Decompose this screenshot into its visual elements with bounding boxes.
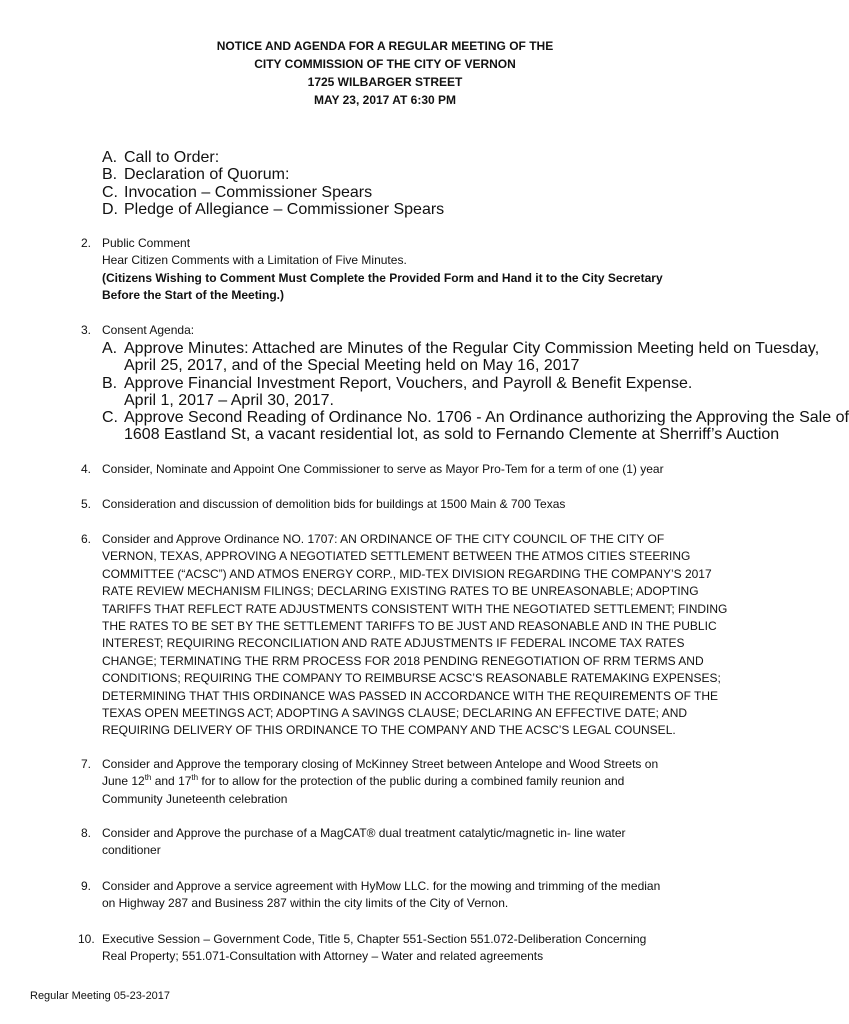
item-6-line: TARIFFS THAT REFLECT RATE ADJUSTMENTS CONSISTENT WITH THE NEGOTIATED SETTLEMENT; FINDING xyxy=(102,601,728,616)
item-6-line: VERNON, TEXAS, APPROVING A NEGOTIATED SETTLEMENT BETWEEN THE ATMOS CITIES STEERING xyxy=(102,549,691,564)
item-6-line: RATE REVIEW MECHANISM FILINGS; DECLARING EXISTING RATES TO BE UNREASONABLE; ADOPTING xyxy=(102,584,699,599)
header-line-4: MAY 23, 2017 AT 6:30 PM xyxy=(313,93,457,107)
agenda-header xyxy=(0,37,770,109)
header-line-3: 1725 WILBARGER STREET xyxy=(307,75,463,89)
page-footer: Regular Meeting 05-23-2017 xyxy=(30,990,171,1002)
item-6-line: CHANGE; TERMINATING THE RRM PROCESS FOR 2018 PENDING RENEGOTIATION OF RRM TERMS AND xyxy=(102,653,704,668)
item-2-bold-1: (Citizens Wishing to Comment Must Complete the Provided Form and Hand it to the City Secretary xyxy=(102,270,663,285)
item-2-bold-2: Before the Start of the Meeting.) xyxy=(102,288,285,303)
agenda-page: NOTICE AND AGENDA FOR A REGULAR MEETING OF THE CITY COMMISSION OF THE CITY OF VERNON 1725 WILBARGER STREET MAY 23, 2017 AT 6:30 PM A. Call to Order: B. Declaration of Quorum: C. Invocation – Commissioner Spears D. Pledge of Allegiance – Commissioner Spears 2. Public Comment Hear Citizen Comments with a Limitation of Five Minutes. (Citizens Wishing to Comment Must Complete the Provided Form and Hand it to the City Secretary Before the Start of the Meeting.) 3. Consent Agenda: A. Approve Minutes: Attached are Minutes of the Regular City Commission Meeting held on Tuesday, April 25, 2017, and of the Special Meeting held on May 16, 2017 B. Approve Financial Investment Report, Vouchers, and Payroll & Benefit Expense. April 1, 2017 – April 30, 2017. C. Approve Second Reading of Ordinance No. 1706 - An Ordinance authorizing the Approving the Sale of 1608 Eastland St, a vacant residential lot, as sold to Fernando Clemente at Sherriff’s Auction 4. Consider, Nominate and Appoint One Commissioner to serve as Mayor Pro-Tem for a term of one (1) year 5. Consideration and discussion of demolition bids for buildings at 1500 Main & 700 Texas 6. Consider and Approve Ordinance NO. 1707: AN ORDINANCE OF THE CITY COUNCIL OF THE CITY OF VERNON, TEXAS, APPROVING A NEGOTIATED SETTLEMENT BETWEEN THE ATMOS CITIES STEERING COMMITTEE (“ACSC”) AND ATMOS ENERGY CORP., MID-TEX DIVISION REGARDING THE COMPANY’S 2017 RATE REVIEW MECHANISM FILINGS; DECLARING EXISTING RATES TO BE UNREASONABLE; ADOPTING TARIFFS THAT REFLECT RATE ADJUSTMENTS CONSISTENT WITH THE NEGOTIATED SETTLEMENT; FINDING THE RATES TO BE SET BY THE SETTLEMENT TARIFFS TO BE JUST AND REASONABLE AND IN THE PUBLIC INTEREST; REQUIRING RECONCILIATION AND RATE ADJUSTMENTS IF FEDERAL INCOME TAX RATES CHANGE; TERMINATING THE RRM PROCESS FOR 2018 PENDING RENEGOTIATION OF RRM TERMS AND CONDITIONS; REQUIRING THE COMPANY TO REIMBURSE ACSC’S REASONABLE RATEMAKING EXPENSES; DETERMINING THAT THIS ORDINANCE WAS PASSED IN ACCORDANCE WITH THE REQUIREMENTS OF THE TEXAS OPEN MEETINGS ACT; ADOPTING A SAVINGS CLAUSE; DECLARING AN EFFECTIVE DATE; AND REQUIRING DELIVERY OF THIS ORDINANCE TO THE COMPANY AND THE ACSC’S LEGAL COUNSEL. 7. Consider and Approve the temporary closing of McKinney Street between Antelope and Wood Streets on June 12th and 17th for to allow for the protection of the public during a combined family reunion and Community Juneteenth celebration 8. Consider and Approve the purchase of a MagCAT® dual treatment catalytic/magnetic in- line water conditioner 9. Consider and Approve a service agreement with HyMow LLC. for the mowing and trimming of the median on Highway 287 and Business 287 within the city limits of the City of Vernon. 10. Executive Session – Government Code, Title 5, Chapter 551-Section 551.072-Deliberation Concerning Real Property; 551.071-Consultation with Attorney – Water and related agreements Regular Meeting 05-23-2017 xyxy=(0,0,770,1024)
item-2-line: Hear Citizen Comments with a Limitation of Five Minutes. xyxy=(102,253,407,268)
item-6-line: INTEREST; REQUIRING RECONCILIATION AND RATE ADJUSTMENTS IF FEDERAL INCOME TAX RATES xyxy=(102,636,685,651)
item-6-line: CONDITIONS; REQUIRING THE COMPANY TO REIMBURSE ACSC’S REASONABLE RATEMAKING EXPENSES; xyxy=(102,671,721,686)
item-2-title: Public Comment xyxy=(102,236,191,250)
item-6-line: THE RATES TO BE SET BY THE SETTLEMENT TARIFFS TO BE JUST AND REASONABLE AND IN THE PUBLIC xyxy=(102,619,717,634)
item-3-title: Consent Agenda: xyxy=(102,323,195,337)
header-line-1: NOTICE AND AGENDA FOR A REGULAR MEETING OF THE xyxy=(216,39,554,53)
item-6-line: TEXAS OPEN MEETINGS ACT; ADOPTING A SAVINGS CLAUSE; DECLARING AN EFFECTIVE DATE; AND xyxy=(102,706,688,721)
item-6-line: DETERMINING THAT THIS ORDINANCE WAS PASSED IN ACCORDANCE WITH THE REQUIREMENTS OF THE xyxy=(102,688,719,703)
header-line-2: CITY COMMISSION OF THE CITY OF VERNON xyxy=(254,57,516,71)
item-6-line: Consider and Approve Ordinance NO. 1707: AN ORDINANCE OF THE CITY COUNCIL OF THE CITY OF xyxy=(102,532,665,546)
item-6-line: COMMITTEE (“ACSC”) AND ATMOS ENERGY CORP., MID-TEX DIVISION REGARDING THE COMPANY’S 2017 xyxy=(102,566,712,581)
item-6-line: REQUIRING DELIVERY OF THIS ORDINANCE TO THE COMPANY AND THE ACSC’S LEGAL COUNSEL. xyxy=(102,723,676,738)
